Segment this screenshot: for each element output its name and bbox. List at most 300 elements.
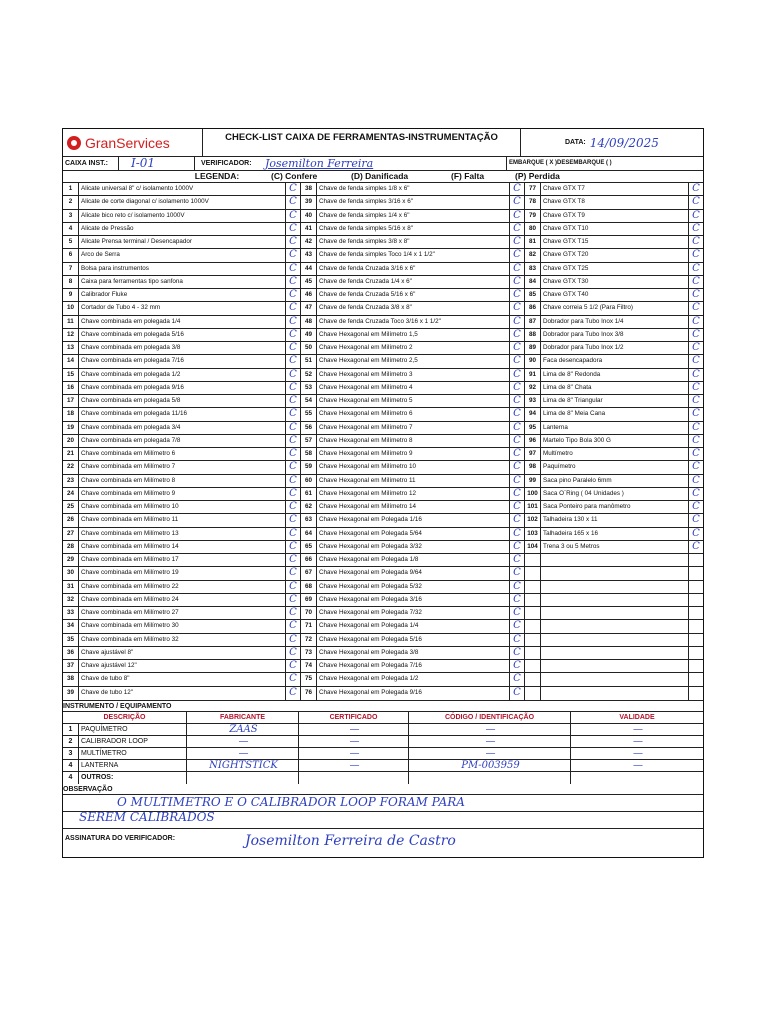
item-check-mark[interactable]: C — [692, 275, 700, 287]
item-number: 23 — [63, 475, 79, 487]
item-check-mark[interactable] — [689, 687, 703, 700]
item-row — [525, 382, 703, 395]
item-number: 26 — [63, 514, 79, 526]
item-number — [525, 634, 541, 646]
item-description: Chave GTX T25 — [541, 263, 689, 275]
item-number: 64 — [301, 528, 317, 540]
item-number: 22 — [63, 461, 79, 473]
item-row — [301, 475, 524, 488]
item-row — [525, 435, 703, 448]
item-description: Chave de fenda simples 5/16 x 8" — [317, 223, 510, 235]
item-number: 24 — [63, 488, 79, 500]
item-description: Chave GTX T7 — [541, 183, 689, 195]
item-description: Chave GTX T9 — [541, 210, 689, 222]
item-number — [525, 594, 541, 606]
item-row — [525, 541, 703, 554]
item-row — [63, 329, 300, 342]
item-row — [525, 276, 703, 289]
instrument-validade[interactable] — [571, 772, 703, 784]
item-check-mark[interactable]: C — [513, 620, 521, 632]
item-check-mark[interactable]: C — [692, 355, 700, 367]
item-description — [541, 581, 689, 593]
item-check-mark[interactable]: C — [513, 686, 521, 698]
item-number: 69 — [301, 594, 317, 606]
item-number — [525, 567, 541, 579]
item-number: 8 — [63, 276, 79, 288]
item-number: 1 — [63, 183, 79, 195]
item-number: 68 — [301, 581, 317, 593]
item-description: Chave de fenda simples 3/8 x 8" — [317, 236, 510, 248]
item-number: 101 — [525, 501, 541, 513]
item-number: 65 — [301, 541, 317, 553]
item-check-mark[interactable]: C — [692, 236, 700, 247]
item-description: Saca Ponteiro para manômetro — [541, 501, 689, 513]
item-check-mark[interactable]: C — [513, 315, 521, 327]
item-check-mark[interactable]: C — [513, 342, 521, 353]
item-row — [525, 249, 703, 262]
item-check-mark[interactable]: C — [513, 222, 521, 234]
embarque-field[interactable]: EMBARQUE ( X )DESEMBARQUE ( ) — [509, 160, 612, 166]
item-check-mark[interactable]: C — [692, 262, 700, 274]
item-check-mark[interactable]: C — [289, 448, 297, 459]
item-check-mark[interactable] — [689, 567, 703, 579]
instrument-codigo[interactable]: PM-003959 — [409, 760, 571, 771]
item-number: 11 — [63, 316, 79, 328]
instrument-codigo[interactable] — [409, 772, 571, 784]
instrument-row — [63, 760, 703, 772]
item-check-mark[interactable]: C — [513, 673, 521, 685]
caixa-value[interactable]: I-01 — [119, 157, 195, 170]
item-description: Lima de 8" Triangular — [541, 395, 689, 407]
item-row — [301, 223, 524, 236]
items-column-1 — [63, 183, 301, 700]
item-check-mark[interactable]: C — [289, 209, 297, 221]
item-check-mark[interactable]: C — [513, 501, 521, 512]
item-description: Chave Hexagonal em Polegada 3/8 — [317, 647, 510, 659]
instrument-number: 3 — [63, 748, 79, 759]
item-row — [301, 276, 524, 289]
item-check-mark[interactable]: C — [513, 408, 521, 420]
item-number: 93 — [525, 395, 541, 407]
instrument-description: MULTÍMETRO — [79, 748, 187, 759]
item-check-mark[interactable]: C — [692, 342, 700, 353]
item-row — [63, 342, 300, 355]
item-description: Chave Hexagonal em Polegada 9/64 — [317, 567, 510, 579]
legend-perdida: (P) Perdida — [515, 171, 560, 181]
item-check-mark[interactable]: C — [692, 408, 700, 420]
instrument-validade[interactable]: — — [633, 747, 643, 759]
instrument-fabricante[interactable]: — — [187, 748, 299, 759]
item-row — [525, 660, 703, 673]
item-check-mark[interactable]: C — [513, 461, 521, 473]
item-check-mark[interactable]: C — [289, 673, 297, 685]
item-check-mark[interactable]: C — [692, 461, 700, 473]
item-number: 38 — [301, 183, 317, 195]
item-description: Alicate universal 8" c/ isolamento 1000V — [79, 183, 286, 195]
item-check-mark[interactable]: C — [692, 514, 700, 526]
instrument-codigo[interactable]: — — [409, 748, 571, 759]
item-row — [301, 355, 524, 368]
item-check-mark[interactable]: C — [289, 633, 297, 645]
item-description: Chave combinada em polegada 1/4 — [79, 316, 286, 328]
instrument-fabricante[interactable]: ZAAS — [187, 724, 299, 735]
item-row — [63, 316, 300, 329]
item-check-mark[interactable]: C — [692, 527, 700, 539]
item-check-mark[interactable] — [689, 634, 703, 646]
item-description: Chave combinada em Milímetro 10 — [79, 501, 286, 513]
item-check-mark[interactable]: C — [289, 302, 297, 314]
item-check-mark[interactable]: C — [513, 289, 521, 300]
instrument-number: 1 — [63, 724, 79, 735]
item-number — [525, 660, 541, 672]
item-check-mark[interactable]: C — [513, 236, 521, 247]
item-number: 97 — [525, 448, 541, 460]
item-check-mark[interactable]: C — [289, 474, 297, 486]
item-check-mark[interactable] — [689, 673, 703, 685]
item-check-mark[interactable]: C — [289, 222, 297, 234]
item-row — [63, 541, 300, 554]
item-check-mark[interactable]: C — [289, 368, 297, 380]
item-check-mark[interactable]: C — [289, 275, 297, 287]
item-check-mark[interactable]: C — [692, 302, 700, 314]
instrument-certificado[interactable]: — — [299, 724, 409, 735]
item-number: 88 — [525, 329, 541, 341]
item-check-mark[interactable]: C — [513, 183, 521, 194]
item-number: 71 — [301, 620, 317, 632]
item-row — [63, 594, 300, 607]
item-check-mark[interactable]: C — [513, 487, 521, 499]
item-check-mark[interactable]: C — [692, 249, 700, 261]
item-description: Chave combinada em Milímetro 8 — [79, 475, 286, 487]
item-check-mark[interactable]: C — [513, 368, 521, 380]
item-number: 103 — [525, 528, 541, 540]
item-row — [525, 647, 703, 660]
item-check-mark[interactable]: C — [289, 514, 297, 526]
item-number: 39 — [63, 687, 79, 700]
item-row — [63, 501, 300, 514]
item-check-mark[interactable]: C — [692, 289, 700, 300]
item-number: 6 — [63, 249, 79, 261]
item-number: 25 — [63, 501, 79, 513]
item-check-mark[interactable]: C — [289, 686, 297, 698]
item-check-mark[interactable] — [689, 594, 703, 606]
item-check-mark[interactable]: C — [513, 527, 521, 539]
item-check-mark[interactable]: C — [289, 262, 297, 274]
brand-name: GranServices — [85, 134, 170, 151]
item-check-mark[interactable]: C — [513, 633, 521, 645]
item-check-mark[interactable]: C — [289, 328, 297, 340]
item-check-mark[interactable]: C — [289, 593, 297, 605]
item-check-mark[interactable]: C — [289, 554, 297, 565]
item-check-mark[interactable]: C — [513, 421, 521, 433]
item-check-mark[interactable]: C — [289, 580, 297, 592]
item-number — [525, 647, 541, 659]
item-description: Chave Hexagonal em Milímetro 10 — [317, 461, 510, 473]
item-check-mark[interactable]: C — [513, 660, 521, 671]
instrument-certificado[interactable] — [299, 772, 409, 784]
item-row — [525, 554, 703, 567]
instrument-row — [63, 772, 703, 784]
item-check-mark[interactable]: C — [692, 222, 700, 234]
item-number: 50 — [301, 342, 317, 354]
item-row — [301, 634, 524, 647]
item-check-mark[interactable]: C — [513, 607, 521, 618]
item-check-mark[interactable]: C — [289, 289, 297, 300]
instrument-validade[interactable]: — — [633, 735, 643, 747]
item-description — [541, 567, 689, 579]
item-number: 73 — [301, 647, 317, 659]
verificador-value[interactable]: Josemilton Ferreira — [255, 157, 507, 170]
item-number: 54 — [301, 395, 317, 407]
item-check-mark[interactable]: C — [513, 474, 521, 486]
instrument-codigo[interactable]: — — [409, 736, 571, 747]
item-check-mark[interactable] — [689, 647, 703, 659]
item-description: Chave combinada em Milímetro 9 — [79, 488, 286, 500]
item-check-mark[interactable]: C — [513, 262, 521, 274]
item-description: Chave de fenda Cruzada 5/16 x 6" — [317, 289, 510, 301]
item-description: Alicate de corte diagonal c/ isolamento 1000V — [79, 196, 286, 208]
item-number: 94 — [525, 408, 541, 420]
item-check-mark[interactable]: C — [692, 474, 700, 486]
item-number: 32 — [63, 594, 79, 606]
item-check-mark[interactable]: C — [692, 501, 700, 512]
item-description: Dobrador para Tubo Inox 3/8 — [541, 329, 689, 341]
items-grid — [63, 183, 703, 701]
item-description: Chave de fenda Cruzada 3/16 x 6" — [317, 263, 510, 275]
item-check-mark[interactable]: C — [692, 196, 700, 208]
item-number: 81 — [525, 236, 541, 248]
item-description: Talhadeira 165 x 16 — [541, 528, 689, 540]
item-row — [63, 528, 300, 541]
item-number: 79 — [525, 210, 541, 222]
item-number: 15 — [63, 369, 79, 381]
item-description: Chave combinada em polegada 3/4 — [79, 422, 286, 434]
item-number: 51 — [301, 355, 317, 367]
item-check-mark[interactable]: C — [289, 487, 297, 499]
item-description: Chave de fenda simples 3/16 x 6" — [317, 196, 510, 208]
item-row — [63, 408, 300, 421]
date-value[interactable]: 14/09/2025 — [589, 135, 659, 150]
instrument-certificado[interactable]: — — [299, 736, 409, 747]
item-check-mark[interactable]: C — [513, 381, 521, 393]
instrument-codigo[interactable]: — — [409, 724, 571, 735]
item-row — [301, 660, 524, 673]
item-check-mark[interactable]: C — [289, 196, 297, 208]
item-number: 90 — [525, 355, 541, 367]
item-description: Chave combinada em Milímetro 24 — [79, 594, 286, 606]
item-check-mark[interactable]: C — [289, 660, 297, 671]
item-row — [525, 355, 703, 368]
item-check-mark[interactable]: C — [289, 355, 297, 367]
instrument-fabricante[interactable] — [187, 772, 299, 784]
item-check-mark[interactable]: C — [513, 275, 521, 287]
item-description: Lima de 8" Chata — [541, 382, 689, 394]
legend-confere: (C) Confere — [271, 171, 318, 181]
item-description: Chave Hexagonal em Polegada 5/32 — [317, 581, 510, 593]
item-number — [525, 581, 541, 593]
item-check-mark[interactable]: C — [692, 328, 700, 340]
item-row — [301, 488, 524, 501]
item-check-mark[interactable]: C — [692, 183, 700, 194]
item-check-mark[interactable]: C — [289, 501, 297, 512]
item-number: 40 — [301, 210, 317, 222]
item-check-mark[interactable]: C — [513, 328, 521, 340]
item-check-mark[interactable]: C — [513, 209, 521, 221]
item-description: Chave Hexagonal em Polegada 5/16 — [317, 634, 510, 646]
item-number: 41 — [301, 223, 317, 235]
item-check-mark[interactable]: C — [692, 209, 700, 221]
instrument-fabricante[interactable]: — — [187, 736, 299, 747]
item-check-mark[interactable]: C — [692, 487, 700, 499]
item-row — [63, 435, 300, 448]
item-number: 86 — [525, 302, 541, 314]
instrument-validade[interactable]: — — [633, 759, 643, 771]
item-check-mark[interactable]: C — [289, 461, 297, 473]
item-check-mark[interactable]: C — [513, 567, 521, 579]
instrument-validade[interactable]: — — [633, 723, 643, 735]
item-number: 95 — [525, 422, 541, 434]
item-description: Paquímetro — [541, 461, 689, 473]
item-number: 87 — [525, 316, 541, 328]
item-number: 38 — [63, 673, 79, 685]
item-row — [525, 395, 703, 408]
checklist-sheet — [62, 128, 704, 858]
item-check-mark[interactable]: C — [289, 395, 297, 406]
item-check-mark[interactable]: C — [513, 302, 521, 314]
instrument-section-title: INSTRUMENTO / EQUIPAMENTO — [63, 701, 703, 712]
instrument-description: LANTERNA — [79, 760, 187, 771]
item-description: Chave de fenda Cruzada 3/8 x 8" — [317, 302, 510, 314]
instrument-number: 4 — [63, 772, 79, 784]
item-check-mark[interactable]: C — [513, 554, 521, 565]
item-description: Chave GTX T15 — [541, 236, 689, 248]
item-check-mark[interactable]: C — [692, 381, 700, 393]
item-check-mark[interactable] — [689, 554, 703, 566]
instrument-certificado[interactable]: — — [299, 760, 409, 771]
item-check-mark[interactable]: C — [513, 355, 521, 367]
item-number: 76 — [301, 687, 317, 700]
item-number: 96 — [525, 435, 541, 447]
item-check-mark[interactable]: C — [289, 183, 297, 194]
item-description: Chave Hexagonal em Polegada 5/64 — [317, 528, 510, 540]
item-description: Chave Hexagonal em Milímetro 2,5 — [317, 355, 510, 367]
item-row — [63, 620, 300, 633]
item-check-mark[interactable]: C — [692, 368, 700, 380]
item-description — [541, 594, 689, 606]
item-number: 89 — [525, 342, 541, 354]
item-description — [541, 660, 689, 672]
item-check-mark[interactable]: C — [289, 236, 297, 247]
item-check-mark[interactable]: C — [289, 567, 297, 579]
item-number: 36 — [63, 647, 79, 659]
item-check-mark[interactable]: C — [289, 607, 297, 618]
item-check-mark[interactable]: C — [513, 196, 521, 208]
item-check-mark[interactable]: C — [289, 434, 297, 446]
item-check-mark[interactable] — [689, 620, 703, 632]
item-check-mark[interactable]: C — [513, 646, 521, 658]
item-description: Chave combinada em Milímetro 14 — [79, 541, 286, 553]
observacao-field[interactable] — [63, 795, 703, 829]
item-check-mark[interactable]: C — [513, 593, 521, 605]
item-description: Chave Hexagonal em Milímetro 3 — [317, 369, 510, 381]
item-check-mark[interactable] — [689, 581, 703, 593]
item-description: Chave Hexagonal em Milímetro 14 — [317, 501, 510, 513]
item-check-mark[interactable]: C — [289, 249, 297, 261]
item-check-mark[interactable]: C — [692, 434, 700, 446]
item-check-mark[interactable]: C — [692, 540, 700, 552]
item-check-mark[interactable]: C — [289, 646, 297, 658]
instrument-number: 4 — [63, 760, 79, 771]
verificador-label: VERIFICADOR: — [201, 160, 252, 167]
item-check-mark[interactable]: C — [289, 540, 297, 552]
item-description: Chave de tubo 12" — [79, 687, 286, 700]
item-row — [525, 236, 703, 249]
item-check-mark[interactable]: C — [289, 381, 297, 393]
item-description: Chave Hexagonal em Polegada 3/16 — [317, 594, 510, 606]
item-check-mark[interactable]: C — [513, 540, 521, 552]
item-check-mark[interactable]: C — [513, 395, 521, 406]
item-number: 5 — [63, 236, 79, 248]
item-check-mark[interactable]: C — [289, 342, 297, 353]
item-check-mark[interactable] — [689, 660, 703, 672]
item-description: Chave combinada em polegada 5/16 — [79, 329, 286, 341]
item-row — [63, 210, 300, 223]
item-description: Saca pino Paralelo 6mm — [541, 475, 689, 487]
item-row — [63, 183, 300, 196]
item-check-mark[interactable]: C — [513, 249, 521, 261]
item-check-mark[interactable]: C — [513, 514, 521, 526]
item-check-mark[interactable]: C — [289, 408, 297, 420]
item-description: Alicate de Pressão — [79, 223, 286, 235]
item-check-mark[interactable]: C — [692, 448, 700, 459]
item-number: 12 — [63, 329, 79, 341]
item-row — [525, 514, 703, 527]
item-check-mark[interactable]: C — [289, 421, 297, 433]
instrument-certificado[interactable]: — — [299, 748, 409, 759]
item-number — [525, 554, 541, 566]
item-description: Chave combinada em polegada 11/16 — [79, 408, 286, 420]
item-description: Chave combinada em Milímetro 6 — [79, 448, 286, 460]
item-check-mark[interactable]: C — [289, 315, 297, 327]
item-check-mark[interactable]: C — [692, 315, 700, 327]
item-description: Trena 3 ou 5 Metros — [541, 541, 689, 553]
item-check-mark[interactable] — [689, 607, 703, 619]
item-description: Chave GTX T30 — [541, 276, 689, 288]
instrument-row — [63, 736, 703, 748]
item-row — [301, 302, 524, 315]
col-header-validade: VALIDADE — [619, 713, 655, 721]
signature-value[interactable]: Josemilton Ferreira de Castro — [245, 832, 456, 849]
item-check-mark[interactable]: C — [513, 580, 521, 592]
item-check-mark[interactable]: C — [692, 395, 700, 406]
item-check-mark[interactable]: C — [513, 434, 521, 446]
item-check-mark[interactable]: C — [289, 620, 297, 632]
item-check-mark[interactable]: C — [692, 421, 700, 433]
item-number: 92 — [525, 382, 541, 394]
item-number: 14 — [63, 355, 79, 367]
item-row — [63, 647, 300, 660]
item-description: Chave Hexagonal em Milímetro 5 — [317, 395, 510, 407]
item-number: 42 — [301, 236, 317, 248]
item-description: Chave Hexagonal em Milímetro 4 — [317, 382, 510, 394]
item-check-mark[interactable]: C — [289, 527, 297, 539]
item-row — [525, 461, 703, 474]
item-number — [525, 673, 541, 685]
item-number: 99 — [525, 475, 541, 487]
item-check-mark[interactable]: C — [513, 448, 521, 459]
instrument-fabricante[interactable]: NIGHTSTICK — [187, 760, 299, 771]
item-description: Chave Hexagonal em Polegada 7/16 — [317, 660, 510, 672]
